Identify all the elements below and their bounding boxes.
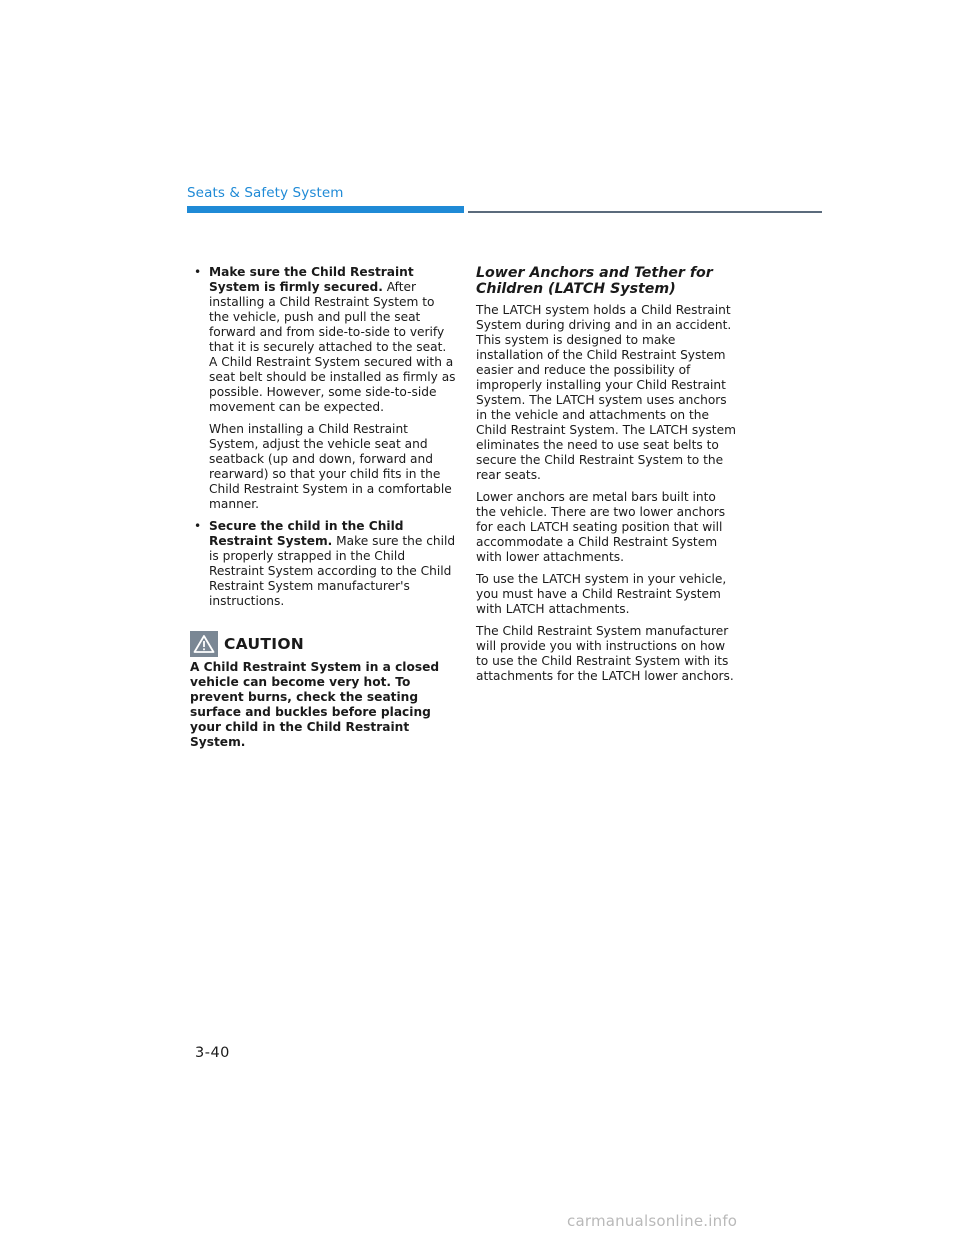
bullet-item-secure-crs bbox=[190, 265, 456, 512]
paragraph: The Child Restraint System manufacturer will provide you with instructions on how to use the Child Restraint System with its attachments for the LATCH lower anchors. bbox=[476, 624, 734, 683]
paragraph: The LATCH system holds a Child Restraint System during driving and in an accident. This system is designed to make installation of the Child Restraint System easier and reduce the possibility of improperly installing your Child Restraint System. The LATCH system uses anchors in the vehicle and attachments on the Child Restraint System. The LATCH system eliminates the need to use seat belts to secure the Child Restraint System to the rear seats. bbox=[476, 303, 736, 482]
bullet-marker: • bbox=[194, 265, 202, 279]
bullet-marker: • bbox=[194, 519, 202, 533]
watermark: carmanualsonline.info bbox=[567, 1212, 738, 1230]
bullet-item-secure-child bbox=[190, 519, 456, 609]
caution-header bbox=[190, 630, 456, 658]
bullet-body-text: Make sure the child is properly strapped in the Child Restraint System according to the Child Restraint System manufacturer's instructions. bbox=[209, 534, 456, 608]
left-column bbox=[190, 265, 456, 750]
right-column bbox=[476, 265, 738, 691]
section-heading: Lower Anchors and Tether for Children (LATCH System) bbox=[476, 265, 713, 297]
caution-title: CAUTION bbox=[224, 634, 305, 653]
header-accent-rule bbox=[187, 206, 464, 213]
section-title: Seats & Safety System bbox=[187, 185, 344, 201]
bullet-bold-lead: Make sure the Child Restraint System is firmly secured. bbox=[209, 265, 414, 294]
bullet-bold-lead: Secure the child in the Child Restraint System. bbox=[209, 519, 404, 548]
caution-box bbox=[190, 630, 456, 750]
bullet-body-text: After installing a Child Restraint System to the vehicle, push and pull the seat forward and from side-to-side to verify that it is securely attached to the seat. A Child Restraint System secured with a seat belt should be installed as firmly as possible. However, some side-to-side movement can be expected. bbox=[209, 280, 456, 414]
bullet-sub-paragraph: When installing a Child Restraint System, adjust the vehicle seat and seatback (up and down, forward and rearward) so that your child fits in the Child Restraint System in a comfortable manner. bbox=[209, 422, 452, 511]
paragraph: To use the LATCH system in your vehicle, you must have a Child Restraint System with LATCH attachments. bbox=[476, 572, 727, 616]
caution-body: A Child Restraint System in a closed vehicle can become very hot. To prevent burns, check the seating surface and buckles before placing your child in the Child Restraint System. bbox=[190, 660, 440, 749]
warning-triangle-icon bbox=[190, 631, 218, 657]
page-number: 3-40 bbox=[195, 1045, 230, 1061]
paragraph: Lower anchors are metal bars built into the vehicle. There are two lower anchors for each LATCH seating position that will accommodate a Child Restraint System with lower attachments. bbox=[476, 490, 726, 564]
header-divider-rule bbox=[468, 211, 822, 213]
